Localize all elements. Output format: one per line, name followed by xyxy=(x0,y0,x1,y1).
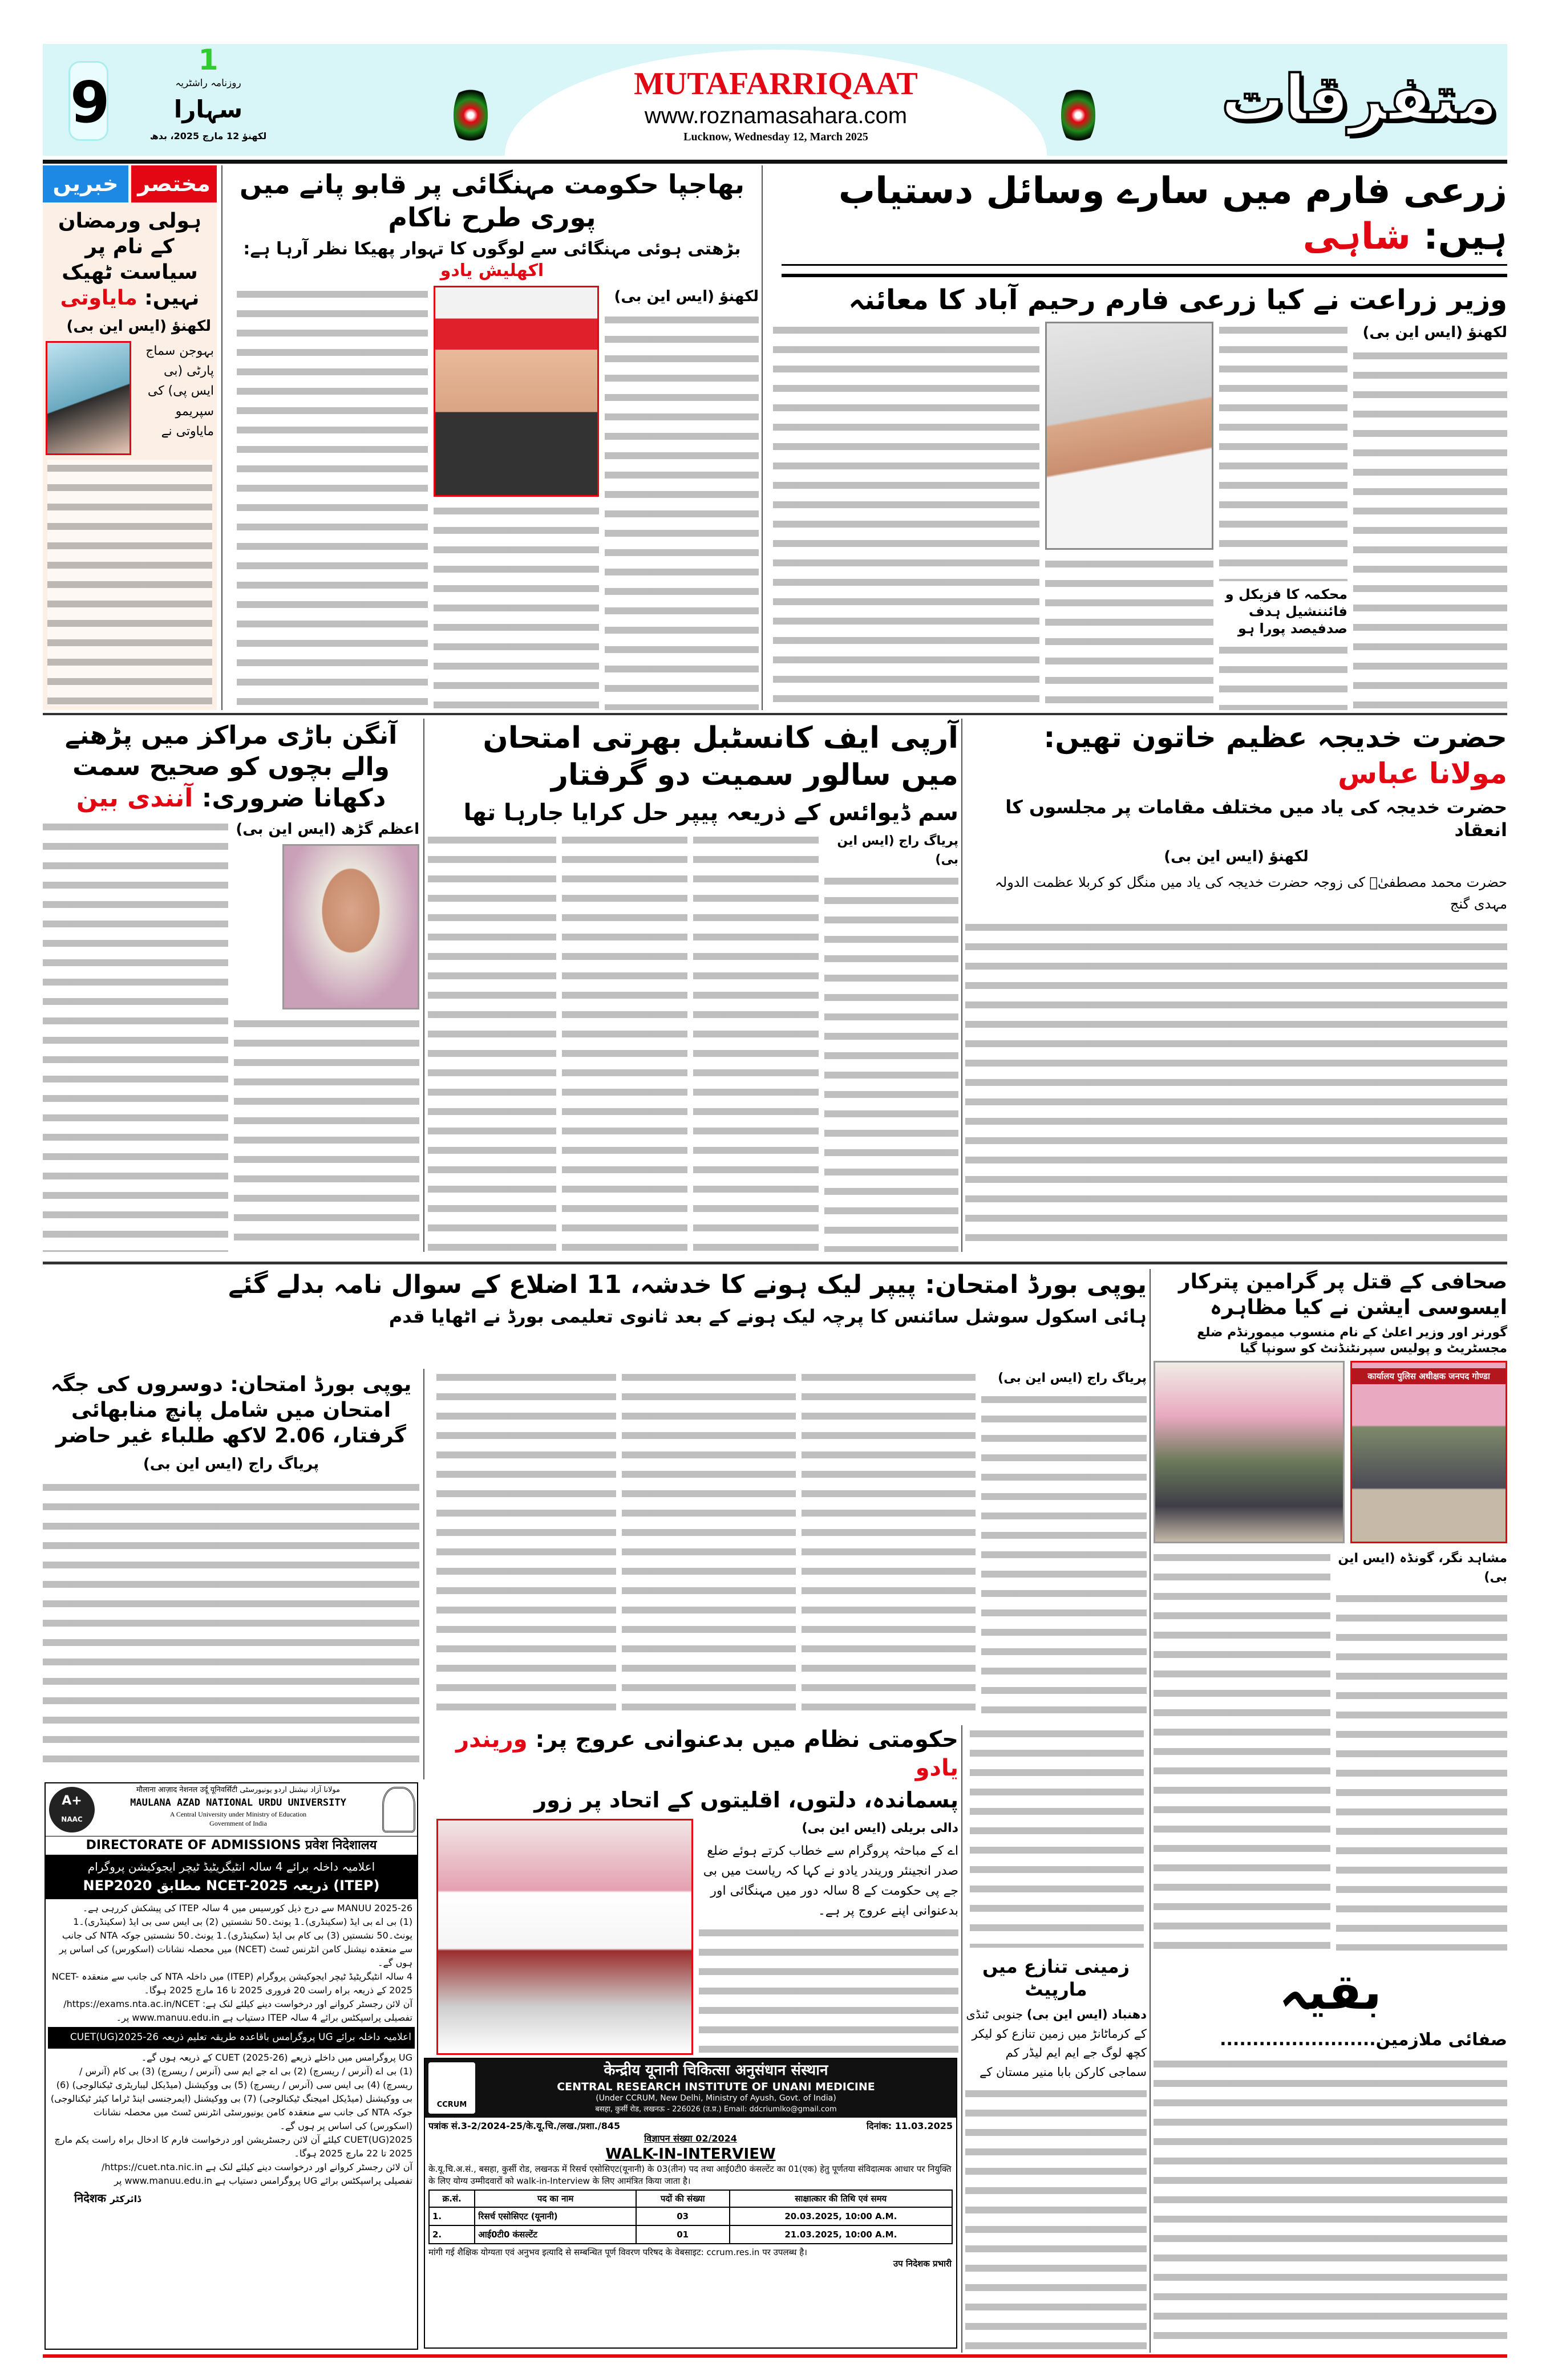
upboard-story-header xyxy=(43,1269,1147,1366)
masthead xyxy=(43,44,1507,156)
manuu-link1[interactable]: آن لائن رجسٹر کروانے اور درخواست دینے کیلئے لنک ہے: https://exams.nta.ac.in/NCET/ xyxy=(63,1998,412,2009)
journalist-body xyxy=(1154,1549,1507,1951)
ccrum-logo: CCRUM xyxy=(428,2062,475,2114)
brief-dateline: لکھنؤ (ایس این بی) xyxy=(66,318,211,335)
journalist-dateline: مشاہد نگر، گونڈہ (ایس این بی) xyxy=(1338,1551,1507,1584)
land-dispute-headline: زمینی تنازع میں مارپیٹ xyxy=(982,1956,1130,2000)
corruption-subhead: پسماندہ، دلتوں، اقلیتوں کے اتحاد پر زور xyxy=(534,1787,958,1813)
brief-lead-row xyxy=(43,341,217,455)
brief-label-blue: خبریں xyxy=(43,165,128,202)
section-title-en: MUTAFARRIQAAT xyxy=(634,66,918,102)
ccrum-ad xyxy=(424,2058,957,2349)
ccrum-under: (Under CCRUM, New Delhi, Ministry of Ayush, Govt. of India) xyxy=(596,2094,836,2103)
bottom-red-rule xyxy=(43,2354,1507,2358)
table-header-cell: क्र.सं. xyxy=(429,2190,475,2207)
manuu-emblem xyxy=(382,1787,415,1832)
column-divider xyxy=(762,165,763,710)
shahi-body-col xyxy=(1219,642,1347,710)
logo-icon: 1 xyxy=(198,43,218,76)
rpf-body-col xyxy=(428,832,556,1252)
akhilesh-dateline: لکھنؤ (ایس این بی) xyxy=(614,288,759,305)
anganwadi-speaker: آنندی بین xyxy=(76,784,193,813)
khadija-lead: حضرت محمد مصطفیٰؐ کی زوجہ حضرت خدیجہ کی یاد میں منگل کو کربلا عظمت الدولہ مہدی گنج xyxy=(994,874,1507,913)
shahi-body-col xyxy=(1219,322,1347,581)
ccrum-title-hi: केन्द्रीय यूनानी चिकित्सा अनुसंधान संस्थान xyxy=(604,2062,828,2079)
shahi-inline-head: محکمہ کا فزیکل و فائننشیل ہدف صدفیصد پورا ہو xyxy=(1225,586,1347,636)
journalist-photos xyxy=(1154,1361,1507,1543)
naac-grade: A+ xyxy=(62,1794,82,1808)
table-cell: 01 xyxy=(636,2225,730,2244)
corruption-lead: اے کے مباحثہ پروگرام سے خطاب کرتے ہوئے ضلع صدر انجینئر وریندر یادو نے کہا کہ ریاست میں بی جے پی حکومت کے 8 سالہ دور میں مہنگائی اور بدعنوانی اپنے عروج پر ہے۔ xyxy=(703,1843,958,1919)
upboard-box-body xyxy=(43,1479,419,1774)
table-cell: 20.03.2025, 10:00 A.M. xyxy=(730,2207,952,2225)
column-divider xyxy=(1150,1269,1151,2353)
anganwadi-col xyxy=(234,818,419,1252)
photo-sign: कार्यालय पुलिस अधीक्षक जनपद गोण्डा xyxy=(1352,1368,1506,1384)
table-cell: 2. xyxy=(429,2225,475,2244)
baqiya-dots: ........................ xyxy=(1220,2030,1376,2050)
brief-lead: بہوجن سماج پارٹی (بی ایس پی) کی سپریمو مایاوتی نے xyxy=(145,344,214,439)
ccrum-ref: पत्रांक सं.3-2/2024-25/के.यू.चि./लख./प्रशा./845 xyxy=(428,2120,621,2131)
table-cell: आई0टी0 कंसल्टेंट xyxy=(475,2225,636,2244)
upboard-body-col xyxy=(436,1369,616,1717)
akhilesh-col xyxy=(237,286,428,710)
manuu-name-hi: मौलाना आज़ाद नेशनल उर्दू यूनिवर्सिटी xyxy=(136,1786,238,1794)
brief-news-box xyxy=(43,165,217,710)
rpf-subhead: سم ڈیوائس کے ذریعہ پیپر حل کرایا جارہا تھا xyxy=(463,800,958,826)
row-rule xyxy=(43,1262,1507,1264)
logo-tagline: روزنامہ راشٹریہ xyxy=(175,78,241,89)
upboard-box-dateline: پریاگ راج (ایس این بی) xyxy=(143,1455,319,1473)
shahi-headline xyxy=(767,168,1507,260)
manuu-para6: CUET(UG)2025 کیلئے آن لائن رجسٹریشن اور درخواست فارم کا ادخال براہ راست یکم مارچ 2025 تا 22 مارچ 2025 ہوگا۔ xyxy=(54,2134,412,2159)
journalist-headline: صحافی کے قتل پر گرامین پترکار ایسوسی ایشن نے کیا مظاہرہ xyxy=(1178,1270,1507,1319)
manuu-sub2: Government of India xyxy=(209,1819,267,1827)
ccrum-title-en: CENTRAL RESEARCH INSTITUTE OF UNANI MEDICINE xyxy=(557,2081,875,2093)
shahi-col xyxy=(773,322,1039,710)
headline-double-rule xyxy=(782,264,1507,277)
rpf-col xyxy=(693,832,819,1252)
upboard-body-col xyxy=(802,1369,976,1717)
manuu-banner1 xyxy=(46,1855,417,1899)
akhilesh-subhead-text: بڑھتی ہوئی مہنگائی سے لوگوں کا تہوار پھیکا نظر آرہا ہے: xyxy=(243,239,741,259)
upboard-headline: یوپی بورڈ امتحان: پیپر لیک ہونے کا خدشہ، 11 اضلاع کے سوال نامہ بدلے گئے xyxy=(228,1270,1147,1299)
manuu-section1 xyxy=(46,1899,417,2027)
brief-body-text xyxy=(47,460,212,706)
corruption-headline xyxy=(428,1725,958,1782)
anganwadi-col xyxy=(43,818,228,1252)
upboard-col xyxy=(436,1369,616,1717)
rpf-dateline: پریاگ راج (ایس این بی) xyxy=(837,834,958,867)
shahi-body xyxy=(767,322,1507,710)
manuu-link4[interactable]: تفصیلی پراسپکٹس برائے UG پروگرامس دستیاب ہے www.manuu.edu.in پر xyxy=(114,2175,412,2186)
rpf-body-col xyxy=(562,832,687,1252)
akhilesh-photo xyxy=(434,286,599,497)
manuu-directorate: DIRECTORATE OF ADMISSIONS प्रवेश निदेशालय xyxy=(46,1836,417,1855)
masthead-center xyxy=(505,66,1047,144)
table-header-cell: पदों की संख्या xyxy=(636,2190,730,2207)
manuu-signature-hi: निदेशक xyxy=(74,2191,106,2205)
journalist-story xyxy=(1154,1269,1507,1951)
corruption-body-col xyxy=(699,1924,958,2055)
akhilesh-body xyxy=(225,286,759,710)
manuu-ad xyxy=(44,1782,418,2350)
upboard-col xyxy=(802,1369,976,1717)
brief-headline-text: ہولی ورمضان کے نام پر سیاست ٹھیک نہیں: xyxy=(58,209,202,310)
rpf-col xyxy=(824,832,958,1252)
khadija-body-text xyxy=(965,919,1507,1252)
manuu-para3: 4 سالہ انٹیگریٹیڈ ٹیچر ایجوکیشن پروگرام (ITEP) میں داخلہ NTA کی جانب سے منعقدہ NCET-2025 کے ذریعہ براہ راست 20 فروری 2025 تا 16 مارچ 2025 ہوگا۔ xyxy=(51,1971,412,1996)
akhilesh-body-col xyxy=(434,502,599,710)
brief-headline xyxy=(43,208,217,311)
masthead-rule xyxy=(43,160,1507,164)
ccrum-table xyxy=(428,2190,953,2244)
upboard-dateline: پریاگ راج (ایس این بی) xyxy=(998,1371,1147,1385)
ccrum-adv-no: विज्ञापन संख्या 02/2024 xyxy=(644,2133,737,2144)
anganwadi-story xyxy=(43,720,419,1252)
section-title-ur: متفرقات xyxy=(1221,62,1498,135)
page-number: 9 xyxy=(68,61,108,141)
anganwadi-dateline: اعظم گڑھ (ایس این بی) xyxy=(236,821,419,838)
land-dispute-lead: جنوبی ٹنڈی کے کرماٹانڑ میں زمین تنازع کو لیکر کچھ لوگ جے ایم ایم لیڈر کم سماجی کارکن بابا منیر مستان کے xyxy=(966,2008,1147,2079)
sunburst-icon xyxy=(454,84,488,147)
logo-date: لکھنؤ 12 مارچ 2025، بدھ xyxy=(150,128,267,144)
rpf-body-col xyxy=(693,832,819,1252)
land-dispute-dateline: دھنباد (ایس این بی) xyxy=(1026,2008,1147,2021)
dateline-en: Lucknow, Wednesday 12, March 2025 xyxy=(683,131,868,143)
manuu-header xyxy=(46,1783,417,1836)
manuu-signature xyxy=(46,2190,417,2207)
table-row xyxy=(429,2207,952,2225)
corruption-story xyxy=(428,1725,958,2055)
manuu-name-multi xyxy=(136,1785,340,1796)
naac-label: NAAC xyxy=(61,1815,83,1823)
table-cell: 03 xyxy=(636,2207,730,2225)
khadija-headline xyxy=(965,720,1507,791)
ccrum-heading: WALK-IN-INTERVIEW xyxy=(605,2146,776,2163)
baqiya-item-title xyxy=(1154,2029,1507,2051)
manuu-name-block xyxy=(97,1785,379,1828)
ccrum-address: बसहा, कुर्सी रोड, लखनऊ - 226026 (उ.प्र.) Email: ddcriumlko@gmail.com xyxy=(595,2105,837,2114)
journalist-subhead: گورنر اور وزیر اعلیٰ کے نام منسوب میمورنڈم ضلع مجسٹریٹ و پولیس سپرنٹنڈنٹ کو سونپا گیا xyxy=(1197,1325,1507,1356)
akhilesh-story xyxy=(225,168,759,710)
khadija-headline-text: حضرت خدیجہ عظیم خاتون تھیں: xyxy=(1043,721,1507,754)
table-cell: 1. xyxy=(429,2207,475,2225)
logo-text: سہارا xyxy=(173,95,243,123)
manuu-signature-ur: ڈائرکٹر xyxy=(110,2193,141,2204)
ccrum-footer: मांगी गई शैक्षिक योग्यता एवं अनुभव इत्यादि से सम्बन्धित पूर्ण विवरण परिषद के वेबसाइट: ccrum.res.in पर उपलब्ध है। xyxy=(428,2247,807,2257)
rpf-body xyxy=(428,832,958,1252)
manuu-banner2: اعلامیہ داخلہ برائے UG پروگرامس باقاعدہ طریقہ تعلیم ذریعہ CUET(UG)2025-26 xyxy=(48,2027,415,2049)
upboard-box-headline: یوپی بورڈ امتحان: دوسروں کی جگہ امتحان میں شامل پانچ منابھائی گرفتار، 2.06 لاکھ طلباء غیر حاضر xyxy=(50,1373,412,1448)
land-dispute-story xyxy=(965,1955,1147,2351)
brief-headline-speaker: مایاوتی xyxy=(60,286,137,310)
rpf-headline: آرپی ایف کانسٹبل بھرتی امتحان میں سالور سمیت دو گرفتار xyxy=(483,721,958,792)
journalist-col xyxy=(1154,1549,1330,1951)
akhilesh-subhead xyxy=(225,238,759,281)
anganwadi-body-col xyxy=(234,1015,419,1252)
manuu-para2: (1) بی اے بی ایڈ (سکینڈری)۔1 یونٹ۔50 نشستیں (2) بی ایس سی بی ایڈ (سکینڈری)۔1 یونٹ۔50 نشستیں (3) بی کام بی ایڈ (سکینڈری)۔1 یونٹ۔50 نشستیں جوکہ NTA کی جانب سے منعقدہ نیشنل کامن انٹرنس ٹسٹ (NCET) میں محصلہ نشانات (اسکورس) کی اساس پر ہوں گے۔ xyxy=(59,1916,412,1968)
land-dispute-text xyxy=(965,2005,1147,2082)
shahi-speaker: شاہی xyxy=(1302,216,1411,258)
journalist-body-col xyxy=(1154,1549,1330,1951)
journalist-col xyxy=(1336,1549,1507,1951)
logo xyxy=(134,44,282,156)
upboard-body-col xyxy=(981,1391,1147,1717)
manuu-para1: MANUU 2025-26 سے درج ذیل کورسیس میں 4 سالہ ITEP کی پیشکش کررہی ہے۔ xyxy=(82,1903,412,1913)
website: www.roznamasahara.com xyxy=(644,103,908,128)
upboard-subhead: ہائی اسکول سوشل سائنس کا پرچہ لیک ہونے کے بعد ثانوی تعلیمی بورڈ نے اٹھایا قدم xyxy=(388,1305,1147,1327)
manuu-para4: UG پروگرامس میں داخلے ذریعے CUET (2025-26) کے ذریعہ ہوں گے۔ xyxy=(141,2051,412,2063)
rpf-col xyxy=(562,832,687,1252)
manuu-name-en: MAULANA AZAD NATIONAL URDU UNIVERSITY xyxy=(130,1797,346,1809)
shahi-body-col xyxy=(1045,556,1213,710)
anganwadi-body xyxy=(43,818,419,1252)
akhilesh-body-col xyxy=(237,286,428,710)
shahi-body-col xyxy=(773,322,1039,710)
ccrum-date: दिनांक: 11.03.2025 xyxy=(866,2120,953,2131)
upboard-col xyxy=(981,1369,1147,1717)
ccrum-signature: उप निदेशक प्रभारी xyxy=(893,2259,952,2269)
column-divider xyxy=(221,165,222,710)
table-header-cell: साक्षात्कार की तिथि एवं समय xyxy=(730,2190,952,2207)
manuu-link3[interactable]: آن لائن رجسٹر کروانے اور درخواست دینے کیلئے لنک ہے https://cuet.nta.nic.in/ xyxy=(101,2161,412,2172)
shahi-body-col xyxy=(1353,347,1507,710)
anandiben-photo xyxy=(282,844,419,1009)
brief-labels xyxy=(43,165,217,202)
shahi-col xyxy=(1353,322,1507,710)
rpf-col xyxy=(428,832,556,1252)
mayawati-photo xyxy=(46,341,131,455)
corruption-col xyxy=(699,1819,958,2055)
shahi-subhead: وزیر زراعت نے کیا زرعی فارم رحیم آباد کا معائنہ xyxy=(848,284,1507,316)
khadija-speaker: مولانا عباس xyxy=(1338,756,1507,790)
shahi-col xyxy=(1045,322,1213,710)
khadija-dateline: لکھنؤ (ایس این بی) xyxy=(1164,848,1309,865)
land-dispute-body xyxy=(965,2085,1147,2351)
upboard-col xyxy=(622,1369,796,1717)
protest-photo-wide xyxy=(1154,1361,1345,1543)
baqiya-title: بقیہ xyxy=(1279,1964,1382,2021)
ccrum-banner xyxy=(425,2059,956,2118)
column-divider xyxy=(961,1725,962,2353)
table-header-cell: पद का नाम xyxy=(475,2190,636,2207)
baqiya-section xyxy=(1154,1955,1507,2351)
corruption-body xyxy=(428,1819,958,2055)
sunburst-icon xyxy=(1061,84,1095,147)
brief-label-red: مختصر xyxy=(131,165,217,202)
table-row xyxy=(429,2225,952,2244)
ccrum-ref-row xyxy=(425,2118,956,2132)
ccrum-body: के.यू.चि.अ.सं., बसहा, कुर्सी रोड, लखनऊ में रिसर्च एसोसिएट(यूनानी) के 03(तीन) पद तथा आई0टी0 कंसल्टेंट का 01(एक) हेतु पूर्णतया संविदात्मक आधार पर नियुक्ति के लिए योग्य उम्मीदवारों को walk-in-Interview के लिए आमंत्रित किया जाता है। xyxy=(428,2164,952,2186)
column-divider xyxy=(423,719,424,1252)
manuu-sub1: A Central University under Ministry of Education xyxy=(169,1810,307,1818)
baqiya-body xyxy=(1154,2055,1507,2352)
corruption-speaker: وریندر یادو xyxy=(456,1726,958,1781)
upboard-story-body xyxy=(431,1369,1147,1717)
akhilesh-col xyxy=(605,286,759,710)
corruption-dateline: دالی بریلی (ایس این بی) xyxy=(802,1821,958,1835)
corruption-headline-text: حکومتی نظام میں بدعنوانی عروج پر: xyxy=(535,1726,958,1753)
akhilesh-col xyxy=(434,286,599,710)
khadija-story xyxy=(965,720,1507,1252)
upboard-body-col xyxy=(622,1369,796,1717)
ccrum-banner-text xyxy=(479,2060,953,2115)
akhilesh-headline: بھاجپا حکومت مہنگائی پر قابو پانے میں پوری طرح ناکام xyxy=(240,169,744,233)
manuu-name-ur: مولانا آزاد نیشنل اردو یونیورسٹی xyxy=(240,1786,341,1794)
manuu-para5: (1) بی اے (آنرس / ریسرچ) (2) بی اے جے ایم سی (آنرس / ریسرچ) (3) بی کام (آنرس / ریسرچ) (4) بی ایس سی (آنرس / ریسرچ) (5) بی ووکیشنل (میڈیکل لیباریٹری ٹیکنالوجی) (6) بی ووکیشنل (میڈیکل امیجنگ ٹیکنالوجی) (7) بی ووکیشنل (ایمرجنسی اینڈ ٹراما کیئر ٹیکنالوجی) جوکہ NTA کی جانب سے منعقدہ کامن یونیورسٹی انٹرنس ٹسٹ میں محصلہ نشانات (اسکورس) کی اساس پر ہوں گے۔ xyxy=(50,2065,412,2131)
shahi-story xyxy=(767,168,1507,710)
corruption-names-col xyxy=(970,1725,1144,1948)
manuu-banner1-line2: (ITEP) ذریعہ NCET-2025 مطابق NEP2020 xyxy=(83,1878,380,1894)
journalist-body-col xyxy=(1336,1590,1507,1951)
ccrum-table-header xyxy=(429,2190,952,2207)
manuu-link2[interactable]: تفصیلی پراسپکٹس برائے 4 سالہ ITEP دستیاب ہے www.manuu.edu.in پر۔ xyxy=(116,2012,412,2023)
manuu-section2 xyxy=(46,2049,417,2190)
meeting-photo xyxy=(436,1819,693,2055)
rpf-body-col xyxy=(824,873,958,1252)
column-divider xyxy=(961,719,962,1252)
protest-photo xyxy=(1350,1361,1507,1543)
table-cell: रिसर्च एसोसिएट (यूनानी) xyxy=(475,2207,636,2225)
khadija-subhead: حضرت خدیجہ کی یاد میں مختلف مقامات پر مجلسوں کا انعقاد xyxy=(1005,796,1507,841)
baqiya-item-title-text: صفائی ملازمین xyxy=(1375,2030,1507,2050)
shahi-dateline: لکھنؤ (ایس این بی) xyxy=(1362,324,1507,341)
anganwadi-headline xyxy=(43,720,419,814)
column-divider xyxy=(423,1369,424,1779)
anganwadi-body-col xyxy=(43,818,228,1252)
table-cell: 21.03.2025, 10:00 A.M. xyxy=(730,2225,952,2244)
naac-badge xyxy=(49,1787,95,1832)
shahi-headline-text: زرعی فارم میں سارے وسائل دستیاب ہیں: xyxy=(838,170,1507,258)
minister-photo xyxy=(1045,322,1213,550)
shahi-col xyxy=(1219,322,1347,710)
rpf-story xyxy=(428,720,958,1252)
row-rule xyxy=(43,713,1507,715)
akhilesh-body-col xyxy=(605,311,759,710)
manuu-banner1-line1: اعلامیہ داخلہ برائے 4 سالہ انٹیگریٹیڈ ٹیچر ایجوکیشن پروگرام xyxy=(87,1860,375,1874)
akhilesh-speaker: اکھلیش یادو xyxy=(440,260,544,281)
anganwadi-headline-text: آنگن باڑی مراکز میں پڑھنے والے بچوں کو صحیح سمت دکھانا ضروری: xyxy=(64,721,398,813)
upboard-box-story xyxy=(43,1372,419,1774)
